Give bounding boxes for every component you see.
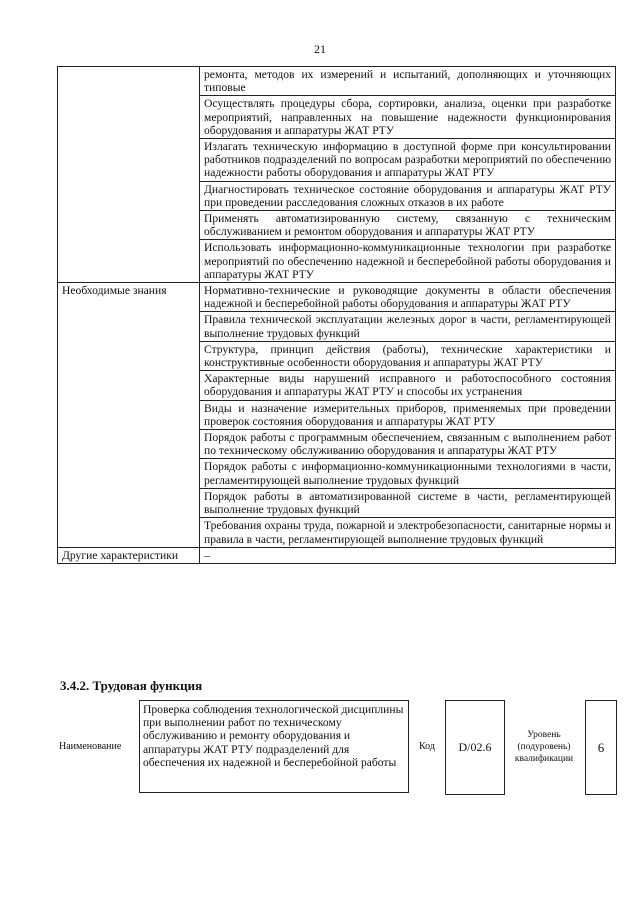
row-category: Другие характеристики	[58, 547, 200, 563]
level-label: Уровень (подуровень) квалификации	[514, 730, 574, 764]
row-category	[58, 67, 200, 283]
row-description: Излагать техническую информацию в доступной форме при консультировании работников подразделений по вопросам разработки мероприятий по обеспечению надежности работы оборудования и аппаратуры ЖАТ РТУ	[200, 139, 616, 182]
row-category: Необходимые знания	[58, 283, 200, 548]
name-label: Наименование	[59, 741, 122, 752]
row-description: ремонта, методов их измерений и испытаний, дополняющих и уточняющих типовые	[200, 67, 616, 96]
section-title: 3.4.2. Трудовая функция	[60, 678, 203, 693]
row-description: Диагностировать техническое состояние оборудования и аппаратуры ЖАТ РТУ при проведении расследования сложных отказов в их работе	[200, 181, 616, 210]
labor-function-block	[57, 700, 616, 795]
page-number: 21	[314, 42, 326, 56]
row-description: Требования охраны труда, пожарной и электробезопасности, санитарные нормы и правила в части, регламентирующей выполнение трудовых функций	[200, 518, 616, 547]
row-description: Структура, принцип действия (работы), технические характеристики и конструктивные особенности оборудования и аппаратуры ЖАТ РТУ	[200, 341, 616, 370]
table-row	[58, 283, 616, 312]
code-label: Код	[419, 741, 435, 752]
row-description: –	[200, 547, 616, 563]
row-description: Нормативно-технические и руководящие документы в области обеспечения надежной и бесперебойной работы оборудования и аппаратуры ЖАТ РТУ	[200, 283, 616, 312]
table-row	[58, 547, 616, 563]
skills-knowledge-table	[57, 66, 616, 564]
row-description: Правила технической эксплуатации железных дорог в части, регламентирующей выполнение трудовых функций	[200, 312, 616, 341]
row-description: Применять автоматизированную систему, связанную с техническим обслуживанием и ремонтом оборудования и аппаратуры ЖАТ РТУ	[200, 211, 616, 240]
row-description: Порядок работы в автоматизированной системе в части, регламентирующей выполнение трудовых функций	[200, 488, 616, 517]
row-description: Использовать информационно-коммуникационные технологии при разработке мероприятий по обеспечению надежной и бесперебойной работы оборудования и аппаратуры ЖАТ РТУ	[200, 240, 616, 283]
code-value-box: D/02.6	[445, 700, 505, 795]
table-body	[58, 67, 616, 564]
row-description: Осуществлять процедуры сбора, сортировки, анализа, оценки при разработке мероприятий, направленных на повышение надежности функционирования оборудования и аппаратуры ЖАТ РТУ	[200, 96, 616, 139]
row-description: Порядок работы с программным обеспечением, связанным с выполнением работ по техническому обслуживанию оборудования и аппаратуры ЖАТ РТУ	[200, 430, 616, 459]
level-value-box: 6	[585, 700, 617, 795]
row-description: Виды и назначение измерительных приборов, применяемых при проведении проверок состояния оборудования и аппаратуры ЖАТ РТУ	[200, 400, 616, 429]
row-description: Порядок работы с информационно-коммуникационными технологиями в части, регламентирующей выполнение трудовых функций	[200, 459, 616, 488]
row-description: Характерные виды нарушений исправного и работоспособного состояния оборудования и аппаратуры ЖАТ РТУ и способы их устранения	[200, 371, 616, 400]
table-row	[58, 67, 616, 96]
function-name-box: Проверка соблюдения технологической дисциплины при выполнении работ по техническому обслуживанию и ремонту оборудования и аппаратуры ЖАТ РТУ подразделений для обеспечения их надежной и бесперебойной работы	[139, 700, 409, 793]
